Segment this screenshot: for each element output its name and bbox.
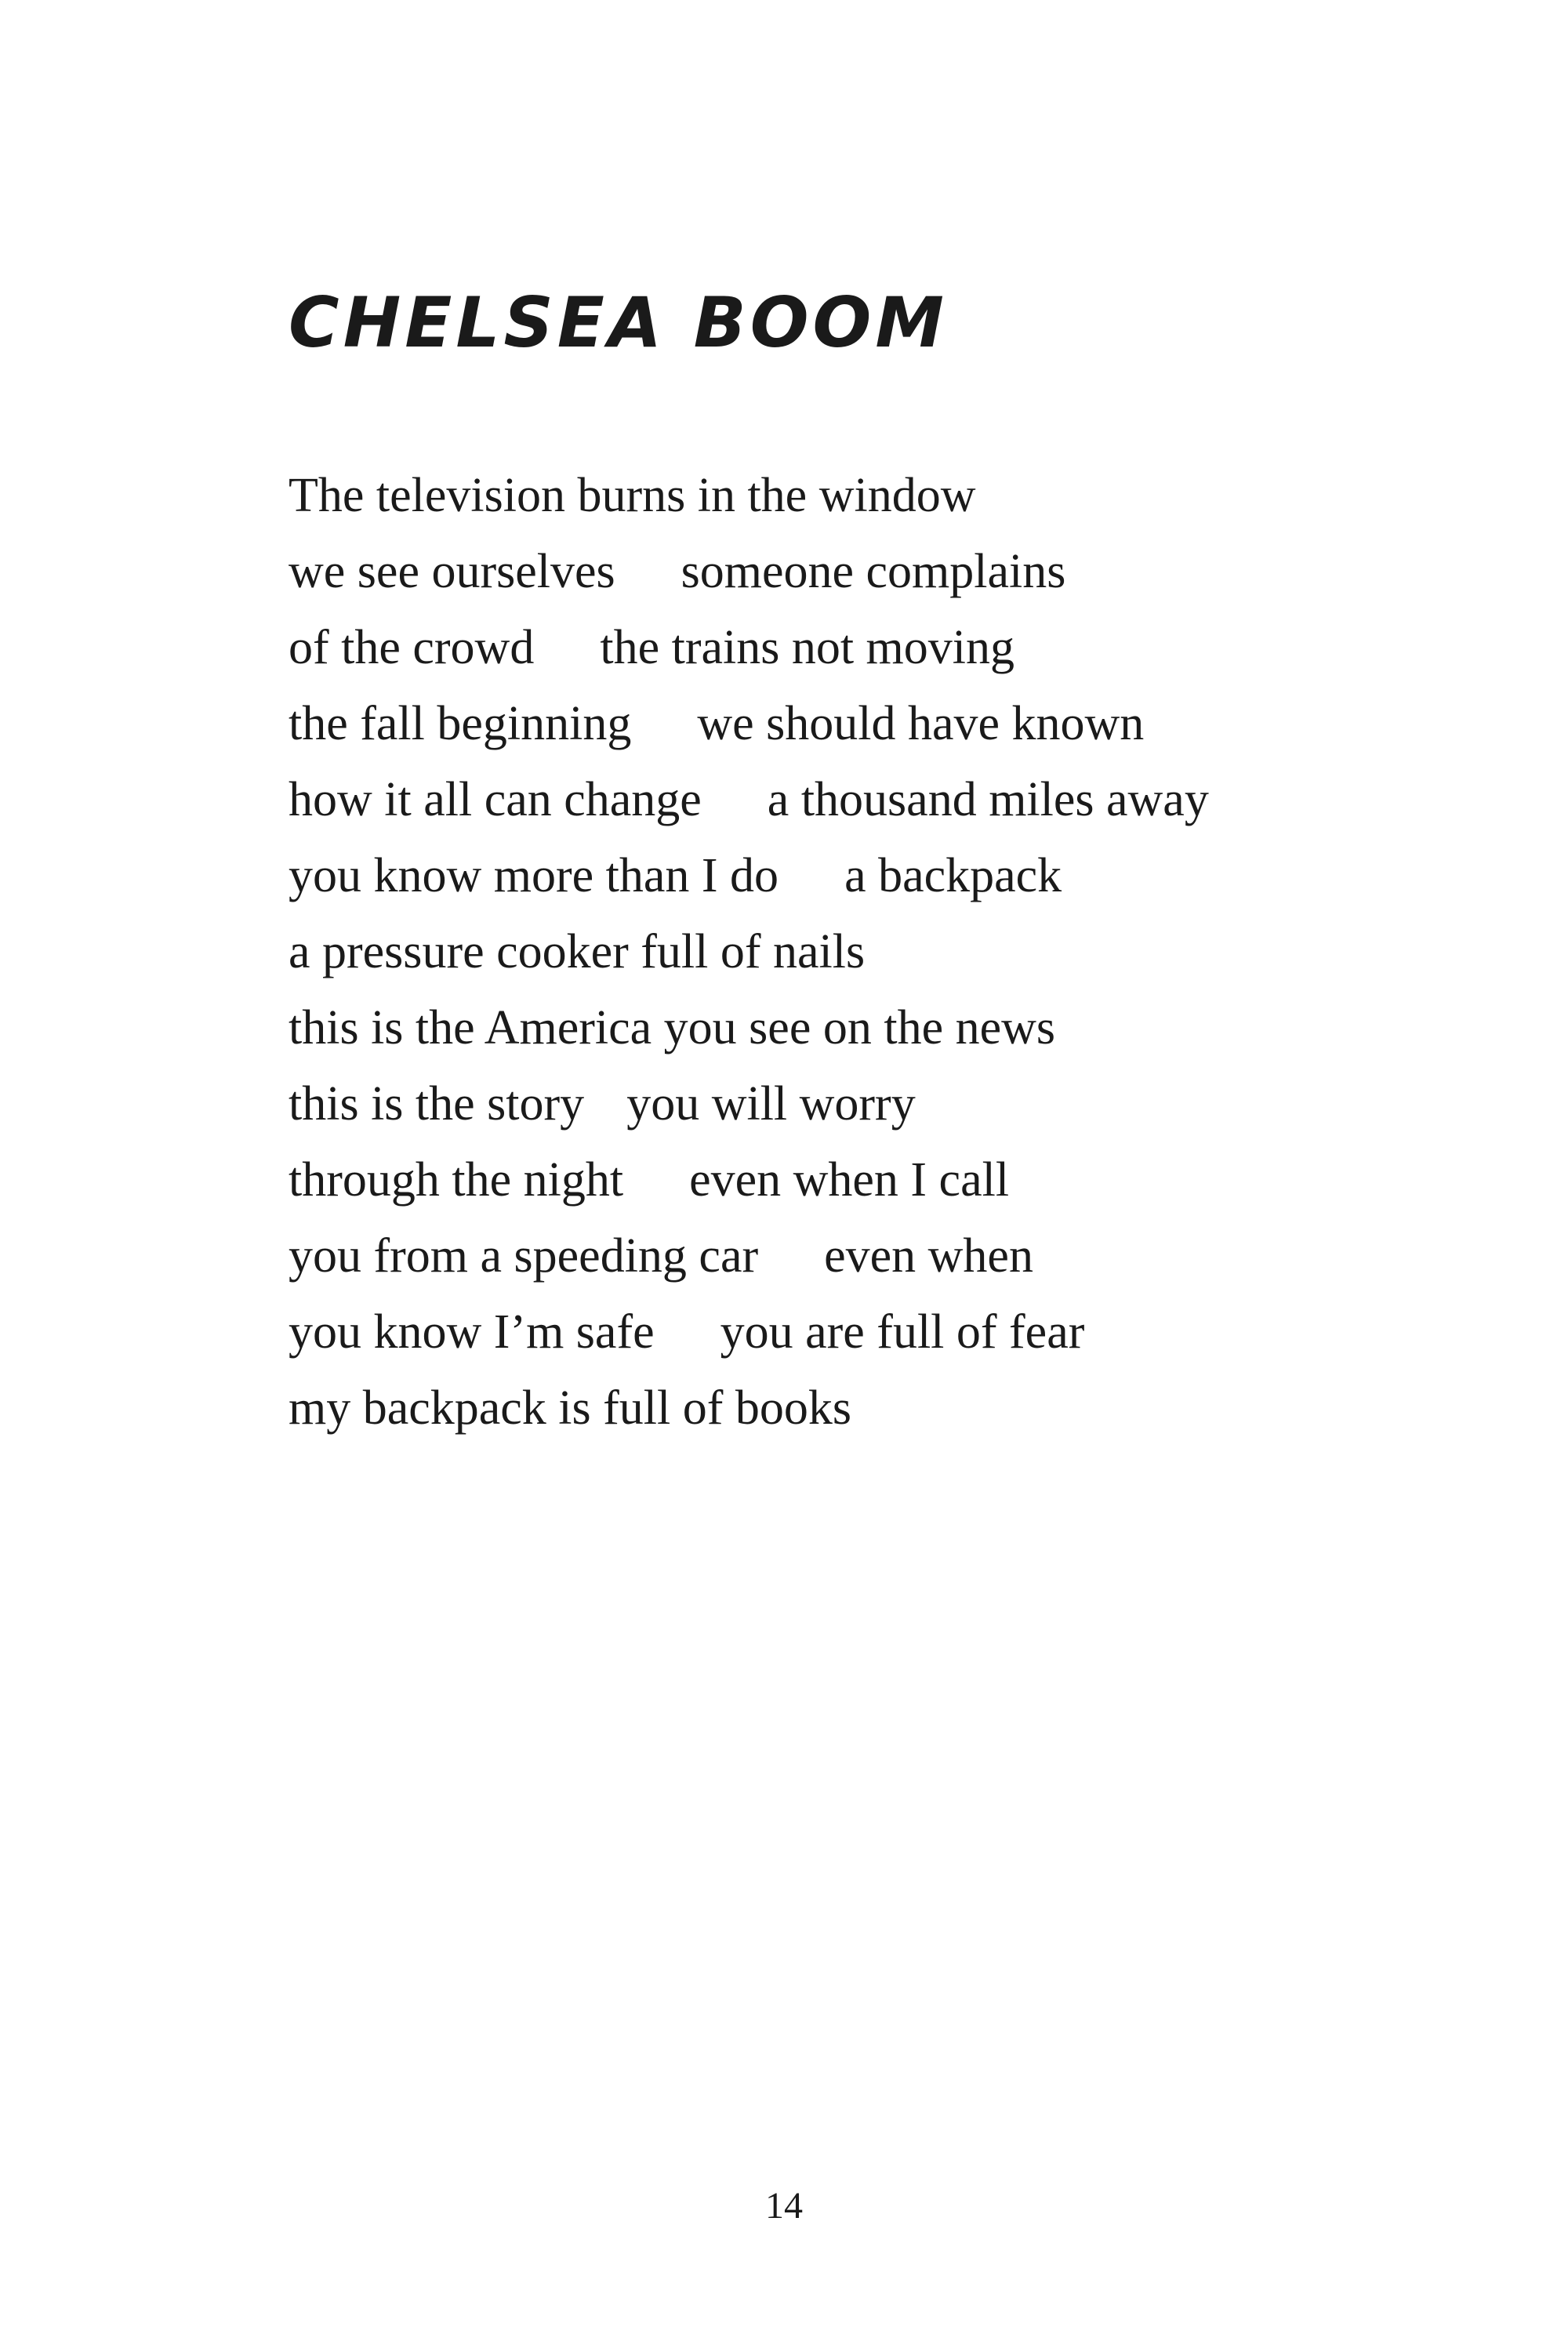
poem-line [289, 534, 1209, 610]
poem-line-text: you know more than I do [289, 849, 779, 902]
poem-line [289, 1218, 1209, 1294]
poem-line [289, 1066, 1209, 1142]
poem-line [289, 762, 1209, 838]
poem-line [289, 1294, 1209, 1370]
poem-line-text: a pressure cooker full of nails [289, 925, 866, 978]
poem-line-text: you know I’m safe [289, 1305, 655, 1359]
poem-line-text: you from a speeding car [289, 1229, 759, 1283]
poem-line-text: you will worry [626, 1077, 916, 1131]
poem-line-text: of the crowd [289, 621, 535, 674]
page-number: 14 [765, 2185, 803, 2227]
poem-line-text: a backpack [844, 849, 1062, 902]
poem-line [289, 990, 1209, 1066]
poem-line-text: The television burns in the window [289, 469, 976, 522]
poem-line-text: this is the story [289, 1077, 585, 1131]
poem-line [289, 1370, 1209, 1446]
poem-line [289, 838, 1209, 914]
poem-line-text: even when [824, 1229, 1033, 1283]
poem-line [289, 610, 1209, 686]
poem-line [289, 914, 1209, 990]
poem-line-text: a thousand miles away [767, 773, 1209, 826]
poem-line-text: we see ourselves [289, 545, 615, 598]
poem-line-text: even when I call [689, 1153, 1010, 1207]
poem-title: CHELSEA BOOM [289, 282, 948, 363]
poem-line-text: this is the America you see on the news [289, 1001, 1056, 1054]
poem-line-text: how it all can change [289, 773, 702, 826]
poem-line-text: we should have known [697, 697, 1145, 750]
poem-line-text: through the night [289, 1153, 624, 1207]
poem-line-text: you are full of fear [720, 1305, 1085, 1359]
poem-line-text: someone complains [681, 545, 1066, 598]
poem-line [289, 458, 1209, 534]
poem-line [289, 686, 1209, 762]
poem-line-text: my backpack is full of books [289, 1381, 852, 1435]
poem-line-text: the fall beginning [289, 697, 632, 750]
poem-body [289, 458, 1209, 1446]
poem-line-text: the trains not moving [600, 621, 1015, 674]
poem-line [289, 1142, 1209, 1218]
